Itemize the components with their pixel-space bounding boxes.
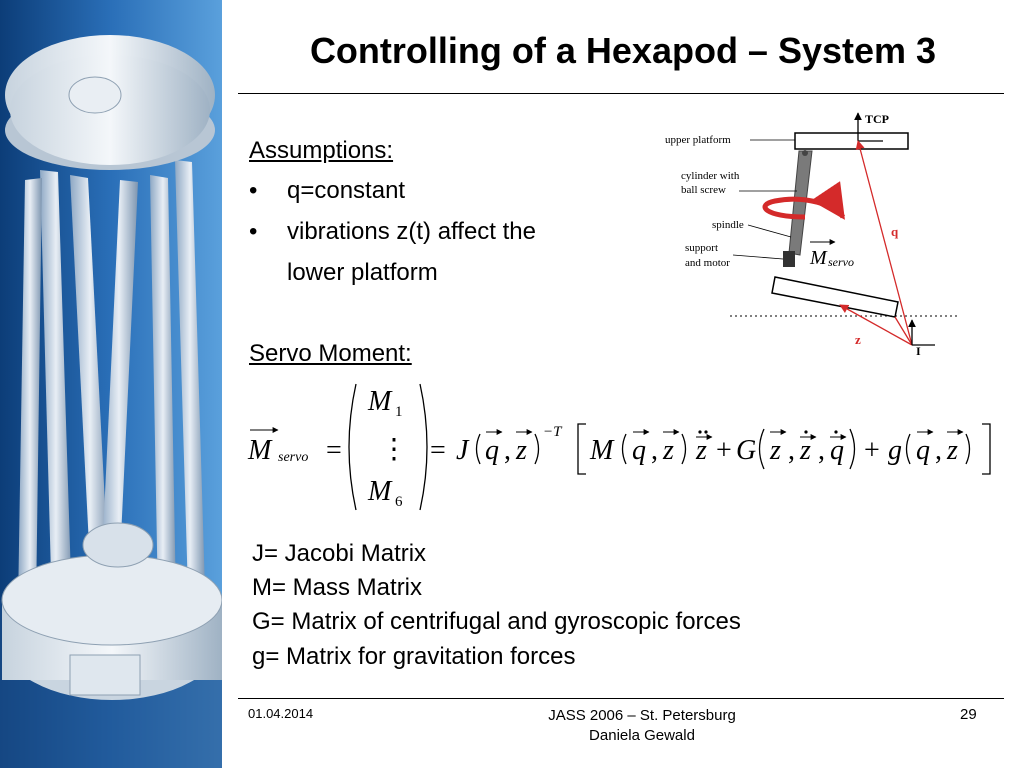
assumption-item: • q=constant <box>249 177 406 204</box>
cylinder-label-line2: ball screw <box>681 184 726 196</box>
vector-dots: ⋮ <box>380 434 408 465</box>
q-label: q <box>891 224 899 239</box>
jacobian-symbol: J <box>456 435 469 466</box>
footer-date: 01.04.2014 <box>248 706 314 721</box>
comma: , <box>504 435 511 466</box>
vector-top-symbol: M <box>368 386 392 417</box>
servo-heading: Servo Moment: <box>249 340 412 367</box>
equals-sign: = <box>326 435 342 466</box>
comma: , <box>651 435 658 466</box>
title-divider <box>238 93 1004 94</box>
mass-symbol: M <box>590 435 614 466</box>
comma: , <box>818 435 825 466</box>
var-q: q <box>916 435 930 466</box>
var-z: z <box>770 435 781 466</box>
vector-top-index: 1 <box>395 404 403 420</box>
lhs-symbol: M <box>248 435 272 466</box>
bullet-icon: • <box>249 177 258 204</box>
var-q-dot: q <box>830 435 844 466</box>
spindle-label: spindle <box>712 219 744 231</box>
bullet-icon: • <box>249 218 258 245</box>
m-servo-symbol: M <box>810 247 827 269</box>
var-z: z <box>663 435 674 466</box>
comma: , <box>935 435 942 466</box>
var-q: q <box>485 435 499 466</box>
var-z-ddot: z <box>696 435 707 466</box>
vector-bottom-symbol: M <box>368 476 392 507</box>
footer-author: Daniela Gewald <box>589 727 695 744</box>
tcp-label: TCP <box>865 112 889 126</box>
i-frame-label: I <box>916 344 921 358</box>
transpose-exponent: −T <box>543 424 562 440</box>
definition-item: M= Mass Matrix <box>252 574 423 601</box>
var-z: z <box>947 435 958 466</box>
lower-platform-shape <box>772 277 898 317</box>
plus-sign: + <box>716 435 732 466</box>
definition-item: J= Jacobi Matrix <box>252 540 427 567</box>
support-label: support <box>685 242 718 254</box>
assumptions-heading: Assumptions: <box>249 137 394 164</box>
gyro-symbol: G <box>736 435 757 466</box>
comma: , <box>788 435 795 466</box>
assumption-item: • vibrations z(t) affect the <box>249 218 536 245</box>
footer-center <box>502 706 782 746</box>
footer-divider <box>238 698 1004 699</box>
cylinder-shape <box>789 151 812 255</box>
m-servo-subscript: servo <box>828 255 854 269</box>
upper-platform-label: upper platform <box>665 134 731 146</box>
footer-event: JASS 2006 – St. Petersburg <box>548 707 736 724</box>
z-label: z <box>855 332 861 347</box>
hexapod-photo <box>0 0 222 768</box>
gravity-symbol: g <box>888 435 902 466</box>
definition-item: G= Matrix of centrifugal and gyroscopic forces <box>252 608 741 635</box>
var-q: q <box>632 435 646 466</box>
servo-moment-formula <box>238 374 1008 520</box>
vector-bottom-index: 6 <box>395 494 403 510</box>
page-number: 29 <box>960 706 977 723</box>
motor-shape <box>783 251 795 267</box>
hexapod-leg-diagram <box>655 105 985 365</box>
support-label-line2: and motor <box>685 257 730 269</box>
assumption-continuation: lower platform <box>287 259 438 286</box>
cylinder-label: cylinder with <box>681 170 740 182</box>
definition-item: g= Matrix for gravitation forces <box>252 643 576 670</box>
var-z: z <box>516 435 527 466</box>
plus-sign-2: + <box>864 435 880 466</box>
lhs-subscript: servo <box>278 450 309 465</box>
equals-sign-2: = <box>430 435 446 466</box>
var-z-dot: z <box>800 435 811 466</box>
upper-platform-shape <box>795 133 908 149</box>
slide-title: Controlling of a Hexapod – System 3 <box>309 30 937 71</box>
